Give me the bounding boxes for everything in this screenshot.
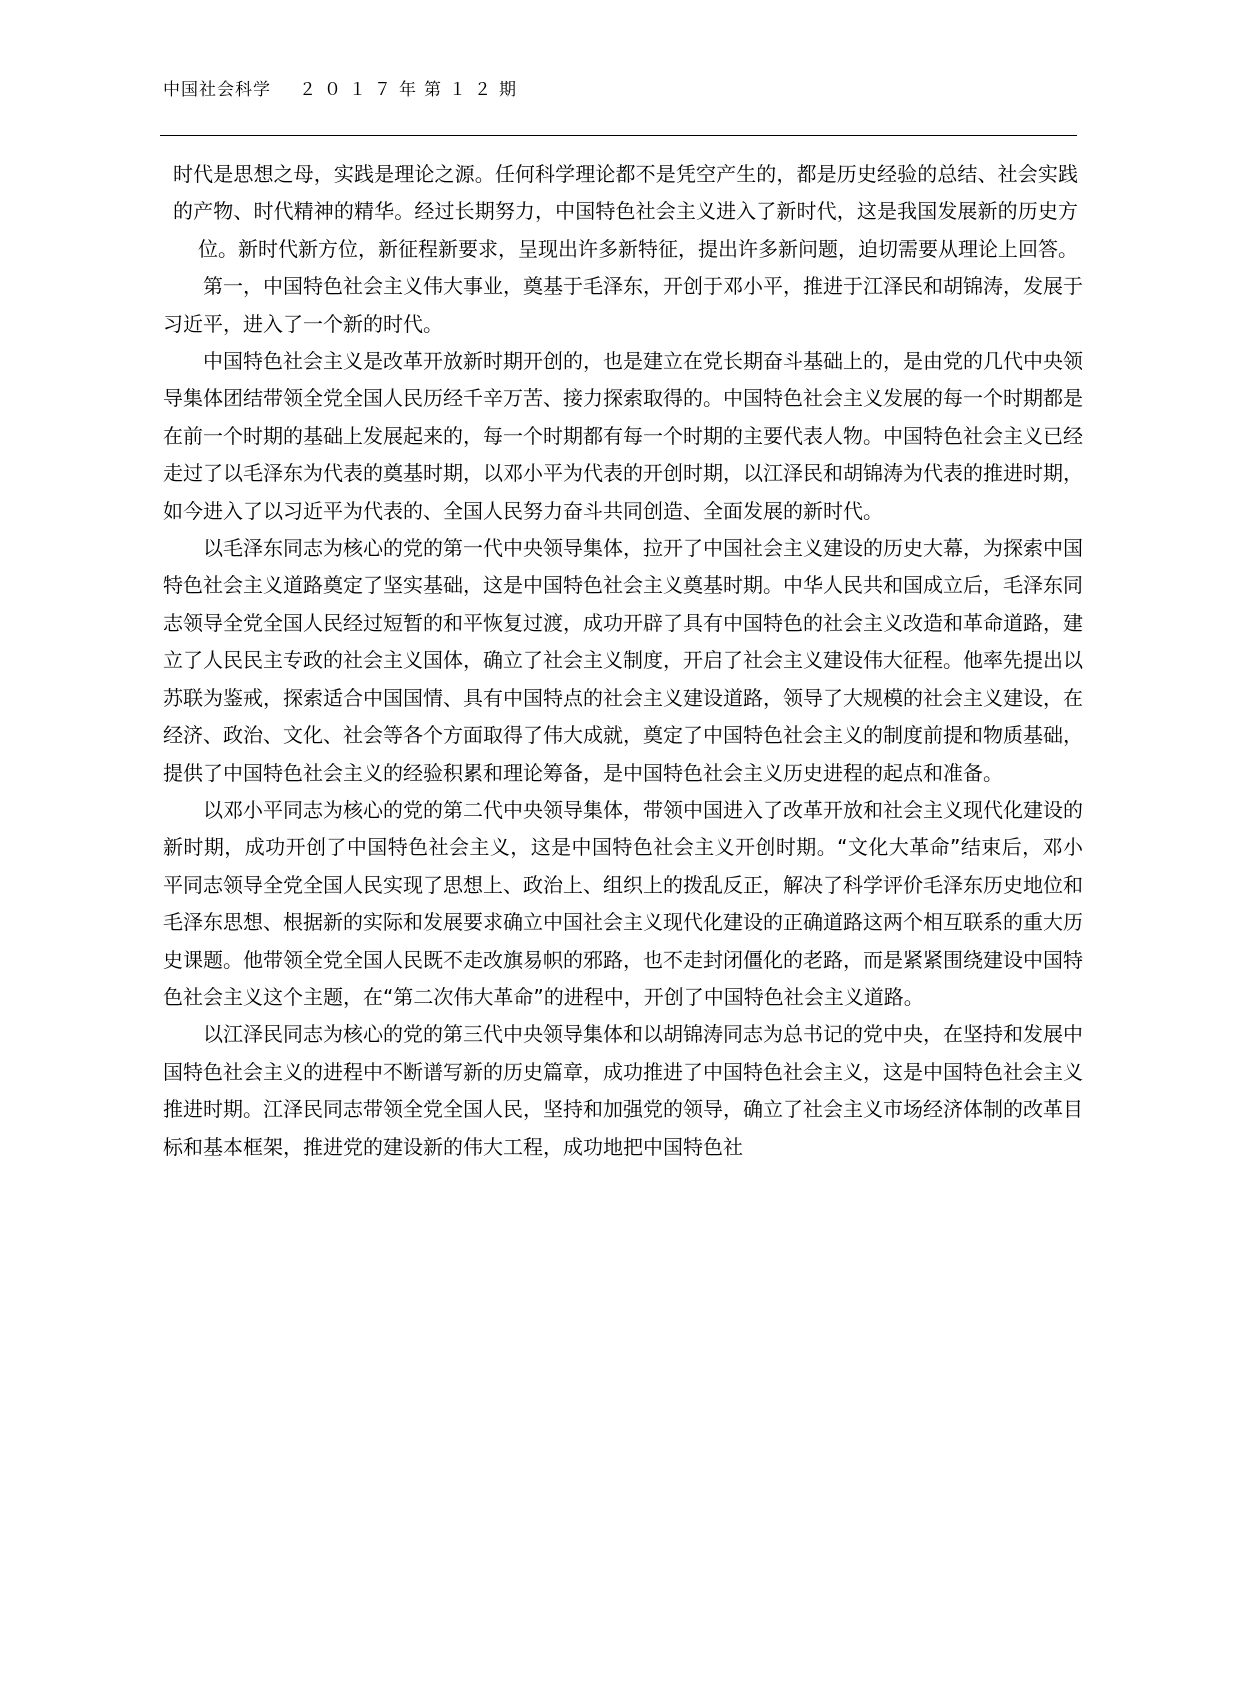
body-paragraph-1: 第一，中国特色社会主义伟大事业，奠基于毛泽东，开创于邓小平，推进于江泽民和胡锦涛，发展于习近平，进入了一个新的时代。 xyxy=(163,274,1083,336)
header-divider xyxy=(160,135,1077,136)
body-paragraph-2: 中国特色社会主义是改革开放新时期开创的，也是建立在党长期奋斗基础上的，是由党的几代中央领导集体团结带领全党全国人民历经千辛万苦、接力探索取得的。中国特色社会主义发展的每一个时期都是在前一个时期的基础上发展起来的，每一个时期都有每一个时期的主要代表人物。中国特色社会主义已经走过了以毛泽东为代表的奠基时期，以邓小平为代表的开创时期，以江泽民和胡锦涛为代表的推进时期，如今进入了以习近平为代表的、全国人民努力奋斗共同创造、全面发展的新时代。 xyxy=(163,349,1083,523)
abstract-paragraph: 时代是思想之母，实践是理论之源。任何科学理论都不是凭空产生的，都是历史经验的总结、社会实践的产物、时代精神的精华。经过长期努力，中国特色社会主义进入了新时代，这是我国发展新的历史方位。新时代新方位，新征程新要求，呈现出许多新特征，提出许多新问题，迫切需要从理论上回答。 xyxy=(173,162,1078,261)
body-paragraph-5: 以江泽民同志为核心的党的第三代中央领导集体和以胡锦涛同志为总书记的党中央，在坚持和发展中国特色社会主义的进程中不断谱写新的历史篇章，成功推进了中国特色社会主义，这是中国特色社会主义推进时期。江泽民同志带领全党全国人民，坚持和加强党的领导，确立了社会主义市场经济体制的改革目标和基本框架，推进党的建设新的伟大工程，成功地把中国特色社 xyxy=(163,1022,1083,1159)
journal-name: 中国社会科学 xyxy=(163,80,271,100)
article-body xyxy=(163,156,1083,1166)
running-header xyxy=(163,78,524,102)
body-paragraph-3: 以毛泽东同志为核心的党的第一代中央领导集体，拉开了中国社会主义建设的历史大幕，为探索中国特色社会主义道路奠定了坚实基础，这是中国特色社会主义奠基时期。中华人民共和国成立后，毛泽东同志领导全党全国人民经过短暂的和平恢复过渡，成功开辟了具有中国特色的社会主义改造和革命道路，建立了人民民主专政的社会主义国体，确立了社会主义制度，开启了社会主义建设伟大征程。他率先提出以苏联为鉴戒，探索适合中国国情、具有中国特点的社会主义建设道路，领导了大规模的社会主义建设，在经济、政治、文化、社会等各个方面取得了伟大成就，奠定了中国特色社会主义的制度前提和物质基础，提供了中国特色社会主义的经验积累和理论筹备，是中国特色社会主义历史进程的起点和准备。 xyxy=(163,536,1083,785)
body-paragraph-4: 以邓小平同志为核心的党的第二代中央领导集体，带领中国进入了改革开放和社会主义现代化建设的新时期，成功开创了中国特色社会主义，这是中国特色社会主义开创时期。“文化大革命”结束后，邓小平同志领导全党全国人民实现了思想上、政治上、组织上的拨乱反正，解决了科学评价毛泽东历史地位和毛泽东思想、根据新的实际和发展要求确立中国社会主义现代化建设的正确道路这两个相互联系的重大历史课题。他带领全党全国人民既不走改旗易帜的邪路，也不走封闭僵化的老路，而是紧紧围绕建设中国特色社会主义这个主题，在“第二次伟大革命”的进程中，开创了中国特色社会主义道路。 xyxy=(163,797,1083,1009)
issue-number: ２０１７年第１２期 xyxy=(299,80,524,100)
